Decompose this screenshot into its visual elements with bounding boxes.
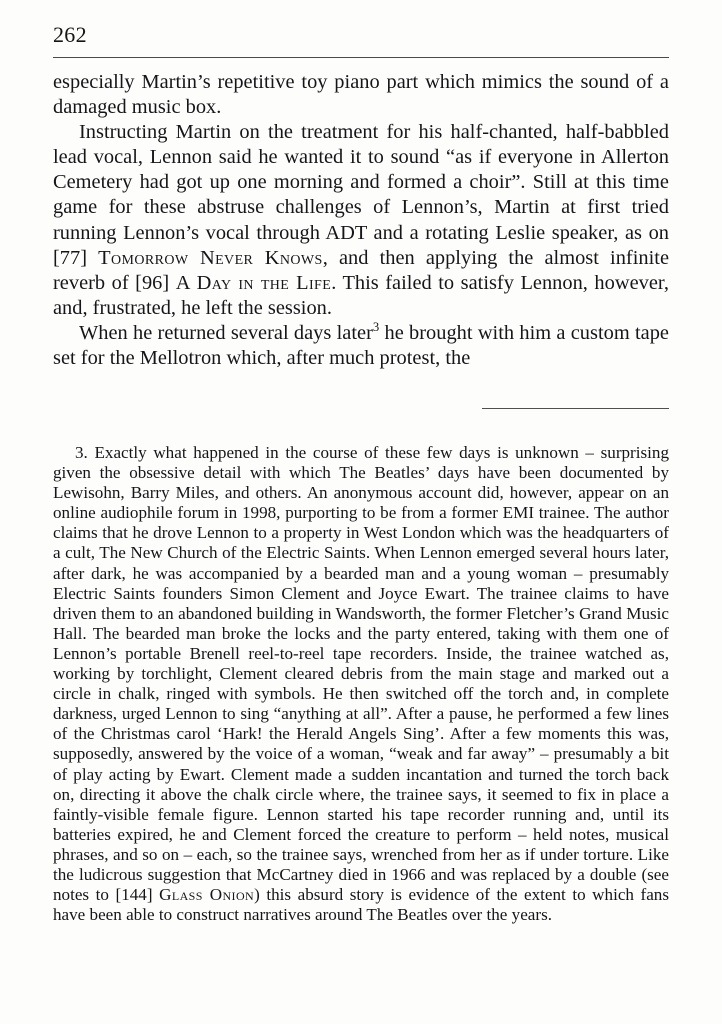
- footnote-text: [53, 443, 669, 925]
- footnote-paragraph: 3. Exactly what happened in the course of these few days is unknown – surprising given the obsessive detail with which The Beatles’ days have been documented by Lewisohn, Barry Miles, and others. An anonymous account did, however, appear on an online audiophile forum in 1998, purporting to be from a former EMI trainee. The author claims that he drove Lennon to a property in West London which was the headquarters of a cult, The New Church of the Electric Saints. When Lennon emerged several hours later, after dark, he was accompanied by a bearded man and a young woman – presumably Electric Saints founders Simon Clement and Joyce Ewart. The trainee claims to have driven them to an abandoned building in Wandsworth, the former Fletcher’s Grand Music Hall. The bearded man broke the locks and the party entered, taking with them one of Lennon’s portable Brenell reel-to-reel tape recorders. Inside, the trainee watched as, working by torchlight, Clement cleared debris from the main stage and marked out a circle in chalk, ringed with symbols. He then switched off the torch and, in complete darkness, urged Lennon to sing “anything at all”. After a pause, he performed a few lines of the Christmas carol ‘Hark! the Herald Angels Sing’. After a few moments this was, supposedly, answered by the voice of a woman, “weak and far away” – presumably a bit of play acting by Ewart. Clement made a sudden incantation and turned the torch back on, directing it above the chalk circle where, the trainee says, it seemed to fix in place a faintly-visible female figure. Lennon started his tape recorder running and, until its batteries expired, he and Clement forced the creature to perform – held notes, musical phrases, and so on – each, so the trainee says, wrenched from her as if under torture. Like the ludicrous suggestion that McCartney died in 1966 and was replaced by a double (see notes to [144] Glass Onion) this absurd story is evidence of the extent to which fans have been able to construct narratives around The Beatles over the years.: [53, 443, 670, 925]
- body-text: [53, 70, 669, 371]
- page-header: [53, 22, 669, 58]
- para-continued: especially Martin’s repetitive toy piano part which mimics the sound of a damaged music box.: [53, 71, 669, 119]
- song-title-smallcaps: Tomorrow Never Knows: [98, 246, 323, 269]
- footnote-divider: [482, 408, 669, 409]
- page-number: 262: [53, 22, 87, 47]
- song-title-smallcaps: A Day in the Life: [175, 271, 332, 294]
- footnote-divider-wrapper: [53, 408, 669, 426]
- header-divider: [53, 57, 669, 58]
- footnote-reference-marker: 3: [372, 320, 380, 335]
- song-title-smallcaps: Glass Onion: [159, 885, 255, 905]
- para-when-he-returned: When he returned several days later$^3$ he brought with him a custom tape set for the Mellotron which, after much protest, the: [53, 320, 669, 370]
- para-instructing: Instructing Martin on the treatment for his half-chanted, half-babbled lead vocal, Lennon said he wanted it to sound “as if everyone in Allerton Cemetery had got up one morning and formed a choir”. Still at this time game for these abstruse challenges of Lennon’s, Martin at first tried running Lennon’s vocal through ADT and a rotating Leslie speaker, as on [77] Tomorrow Never Knows, and then applying the almost infinite reverb of [96] A Day in the Life. This failed to satisfy Lennon, however, and, frustrated, he left the session.: [53, 121, 670, 319]
